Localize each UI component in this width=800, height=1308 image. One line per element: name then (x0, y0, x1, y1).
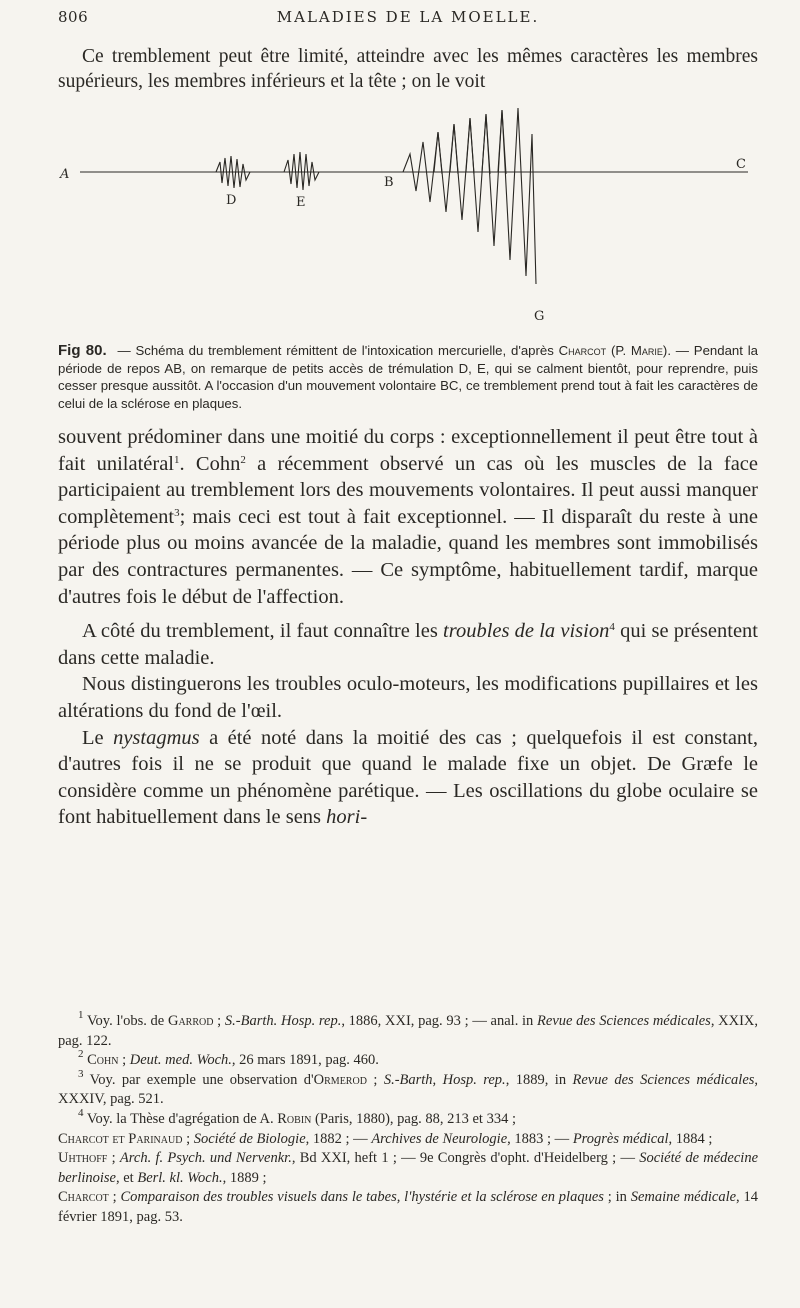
paragraph: souvent prédominer dans une moitié du corps : exceptionnellement il peut être tout à fait unilatéral$^1$. Cohn$^2$ a récemment observé un cas où les muscles de la face participaient au tremblement lors des mouvements volontaires. Il peut aussi manquer complètement$^3$; mais ceci est tout à fait exceptionnel. — Il disparaît du reste à une période plus ou moins avancée de la maladie, quand les membres sont immobilisés par des contractures permanentes. — Ce symptôme, habituellement tardif, marque d'autres fois le début de l'affection. (58, 426, 758, 608)
footnote-4-line-3: Uhthoff ; Arch. f. Psych. und Nervenkr., Bd XXI, heft 1 ; — 9e Congrès d'opht. d'Heidelberg ; — Société de médecine berlinoise, et Berl. kl. Woch., 1889 ; (58, 1150, 759, 1186)
page-number: 806 (58, 8, 89, 26)
tremor-diagram (58, 104, 758, 334)
footnotes (58, 1009, 759, 1228)
footnote-3: $^3$ Voy. par exemple une observation d'Ormerod ; S.-Barth, Hosp. rep., 1889, in Revue des Sciences médicales, XXXIV, pag. 521. (58, 1067, 759, 1108)
footnote-1: $^1$ Voy. l'obs. de Garrod ; S.-Barth. Hosp. rep., 1886, XXI, pag. 93 ; — anal. in Revue des Sciences médicales, XXIX, pag. 122. (58, 1009, 759, 1049)
tremor-burst-e (284, 152, 319, 190)
page-header (58, 8, 758, 32)
paragraph: Le nystagmus a été noté dans la moitié des cas ; quelquefois il est constant, d'autres fois il ne se produit que quand le malade fixe un objet. De Græfe le considère comme un phénomène parétique. — Les oscillations du globe oculaire se font habituellement dans le sens hori- (58, 726, 758, 829)
intention-tremor-bc (403, 108, 536, 284)
intro-paragraph: Ce tremblement peut être limité, atteindre avec les mêmes caractères les membres supérieurs, les membres inférieurs et la tête ; on le voit (58, 46, 758, 92)
footnote-ref[interactable]: 3 (174, 506, 180, 519)
label-c: C (736, 157, 746, 172)
footnote-ref[interactable]: 4 (609, 621, 615, 634)
paragraph: A côté du tremblement, il faut connaître les troubles de la vision$^4$ qui se présentent dans cette maladie. (58, 620, 759, 669)
figure-caption: Fig 80. — Schéma du tremblement rémittent de l'intoxication mercurielle, d'après Charcot (P. Marie). — Pendant la période de repos AB, on remarque de petits accès de trémulation D, E, qui se calment bientôt, pour reprendre, puis cesser presque aussitôt. A l'occasion d'un mouvement volontaire BC, ce tremblement prend tout à fait les caractères de celui de la sclérose en plaques. (58, 342, 758, 411)
footnote-2: $^2$ Cohn ; Deut. med. Woch., 26 mars 1891, pag. 460. (78, 1048, 379, 1069)
figure-80-tremor-trace (58, 104, 758, 334)
label-e: E (296, 195, 306, 210)
footnote-4-line-2: Charcot et Parinaud ; Société de Biologie, 1882 ; — Archives de Neurologie, 1883 ; — Progrès médical, 1884 ; (58, 1130, 713, 1147)
paragraph: Nous distinguerons les troubles oculo-moteurs, les modifications pupillaires et les altérations du fond de l'œil. (58, 673, 758, 722)
main-text (58, 424, 758, 831)
figure-label: Fig 80. (58, 342, 107, 359)
label-b: B (384, 175, 394, 190)
tremor-burst-d (216, 156, 250, 188)
footnote-ref[interactable]: 2 (240, 453, 246, 466)
footnote-4-line-4: Charcot ; Comparaison des troubles visuels dans le tabes, l'hystérie et la sclérose en plaques ; in Semaine médicale, 14 février 1891, pag. 53. (58, 1189, 759, 1225)
label-a: A (60, 167, 70, 182)
running-title: MALADIES DE LA MOELLE. (276, 8, 540, 26)
footnote-ref[interactable]: 1 (174, 453, 180, 466)
label-g: G (534, 309, 545, 324)
label-d: D (226, 193, 237, 208)
footnote-4: $^4$ Voy. la Thèse d'agrégation de A. Robin (Paris, 1880), pag. 88, 213 et 334 ; (78, 1106, 516, 1127)
